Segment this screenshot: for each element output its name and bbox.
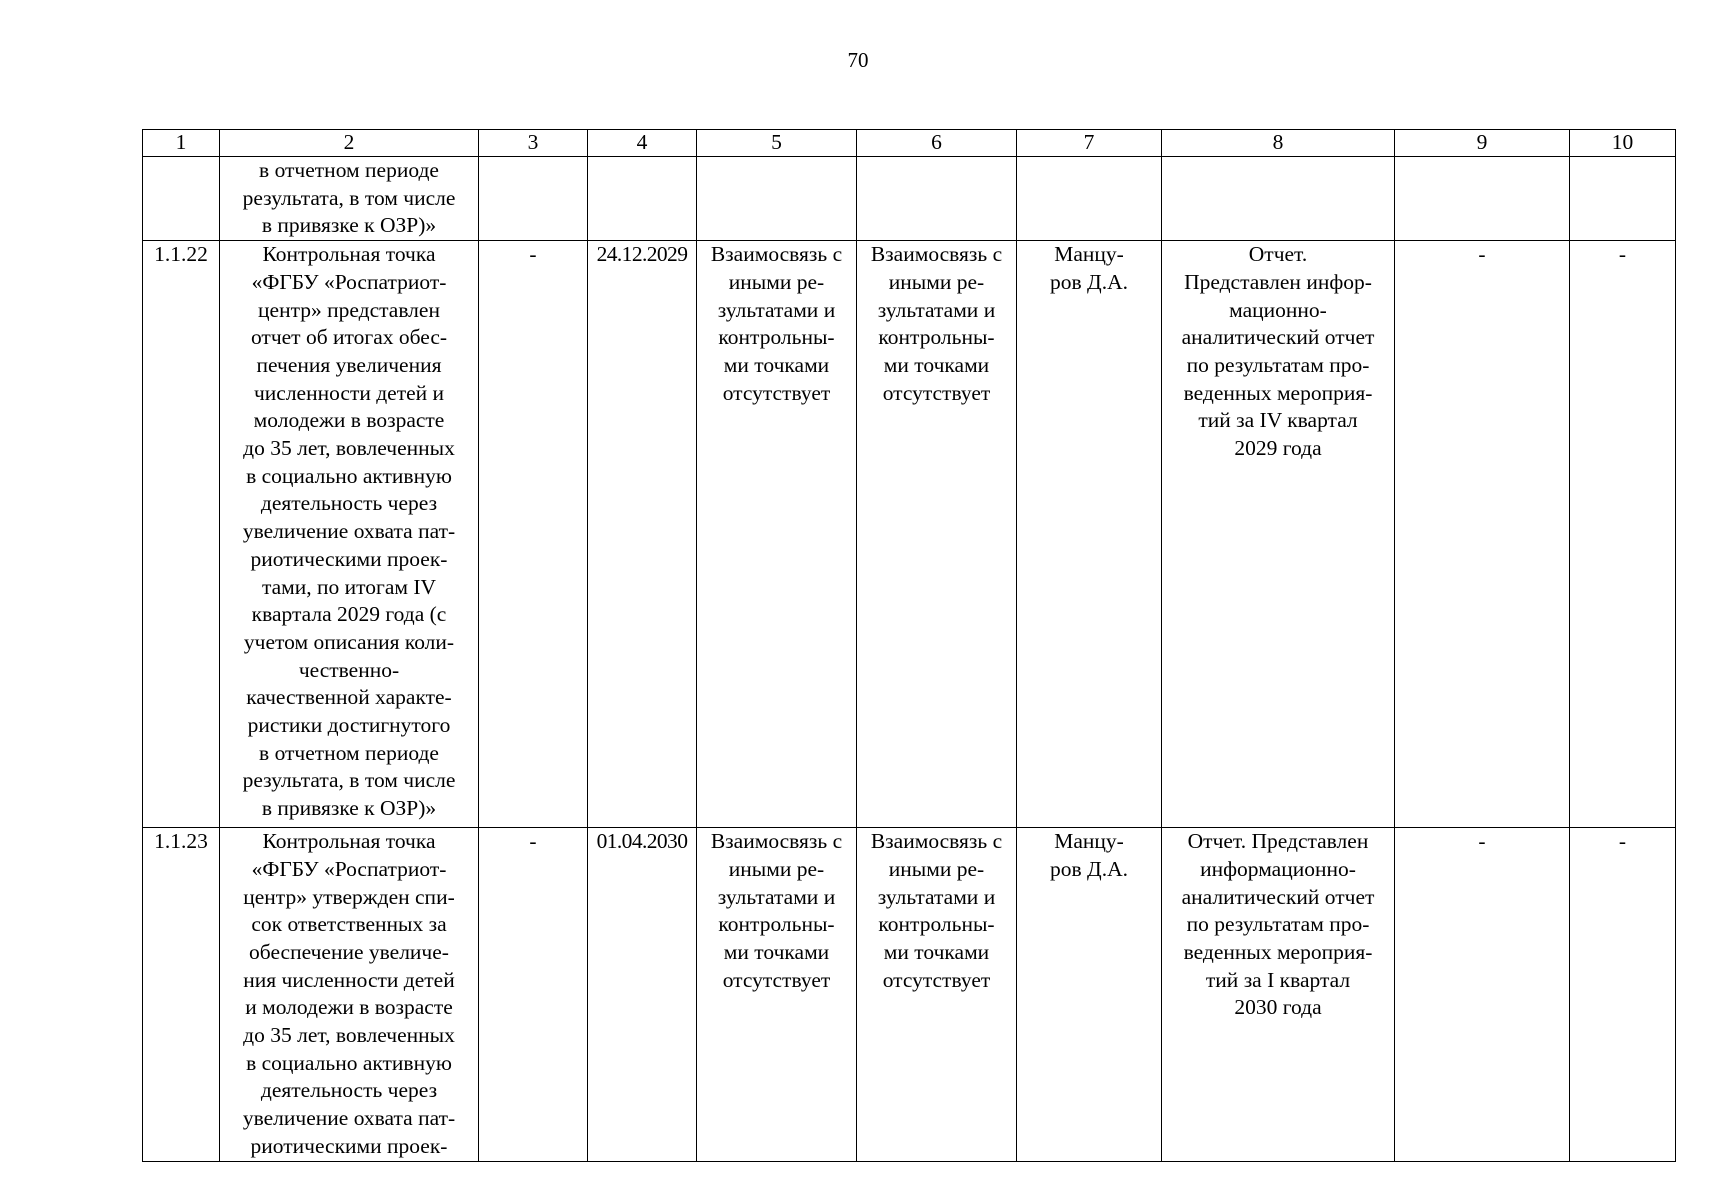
cell-responsible: [1017, 157, 1162, 241]
cell-date: [588, 157, 697, 241]
table-header-row: [143, 130, 1676, 157]
cell-col5: [697, 157, 857, 241]
cell-description: Контрольная точка «ФГБУ «Роспатриот- центр» представлен отчет об итогах обес- печения увеличения численности детей и молодежи в возрасте до 35 лет, вовлеченных в социально активную деятельность через увеличение охвата пат- риотическими проек- тами, по итогам IV квартала 2029 года (с учетом описания коли- чественно- качественной характе- ристики достигнутого в отчетном периоде результата, в том числе в привязке к ОЗР)»: [220, 241, 479, 828]
cell-number: [143, 157, 220, 241]
cell-col6: Взаимосвязь с иными ре- зультатами и контрольны- ми точками отсутствует: [857, 241, 1017, 828]
cell-description: Контрольная точка «ФГБУ «Роспатриот- центр» утвержден спи- сок ответственных за обеспечение увеличе- ния численности детей и молодежи в возрасте до 35 лет, вовлеченных в социально активную деятельность через увеличение охвата пат- риотическими проек-: [220, 828, 479, 1162]
cell-date: 24.12.2029: [588, 241, 697, 828]
table-row-continuation: [143, 157, 1676, 241]
cell-col3: -: [479, 241, 588, 828]
cell-col9: -: [1395, 828, 1570, 1162]
column-header: 2: [220, 130, 479, 157]
cell-number: 1.1.23: [143, 828, 220, 1162]
column-header: 3: [479, 130, 588, 157]
cell-col3: [479, 157, 588, 241]
column-header: 8: [1162, 130, 1395, 157]
cell-col6: [857, 157, 1017, 241]
table-row-1-1-22: [143, 241, 1676, 828]
page-number: 70: [847, 48, 869, 72]
column-header: 10: [1570, 130, 1676, 157]
cell-col10: -: [1570, 241, 1676, 828]
cell-col5: Взаимосвязь с иными ре- зультатами и контрольны- ми точками отсутствует: [697, 241, 857, 828]
cell-col10: [1570, 157, 1676, 241]
cell-result: [1162, 157, 1395, 241]
cell-col6: Взаимосвязь с иными ре- зультатами и контрольны- ми точками отсутствует: [857, 828, 1017, 1162]
cell-col9: -: [1395, 241, 1570, 828]
cell-col9: [1395, 157, 1570, 241]
cell-col3: -: [479, 828, 588, 1162]
cell-result: Отчет. Представлен инфор- мационно- аналитический отчет по результатам про- веденных мероприя- тий за IV квартал 2029 года: [1162, 241, 1395, 828]
column-header: 6: [857, 130, 1017, 157]
plan-table: [142, 129, 1676, 1162]
cell-description: в отчетном периоде результата, в том числе в привязке к ОЗР)»: [220, 157, 479, 241]
column-header: 4: [588, 130, 697, 157]
column-header: 1: [143, 130, 220, 157]
cell-date: 01.04.2030: [588, 828, 697, 1162]
cell-col10: -: [1570, 828, 1676, 1162]
cell-result: Отчет. Представлен информационно- аналитический отчет по результатам про- веденных мероприя- тий за I квартал 2030 года: [1162, 828, 1395, 1162]
column-header: 9: [1395, 130, 1570, 157]
column-header: 5: [697, 130, 857, 157]
cell-number: 1.1.22: [143, 241, 220, 828]
cell-responsible: Манцу- ров Д.А.: [1017, 241, 1162, 828]
cell-col5: Взаимосвязь с иными ре- зультатами и контрольны- ми точками отсутствует: [697, 828, 857, 1162]
column-header: 7: [1017, 130, 1162, 157]
cell-responsible: Манцу- ров Д.А.: [1017, 828, 1162, 1162]
table-row-1-1-23: [143, 828, 1676, 1162]
